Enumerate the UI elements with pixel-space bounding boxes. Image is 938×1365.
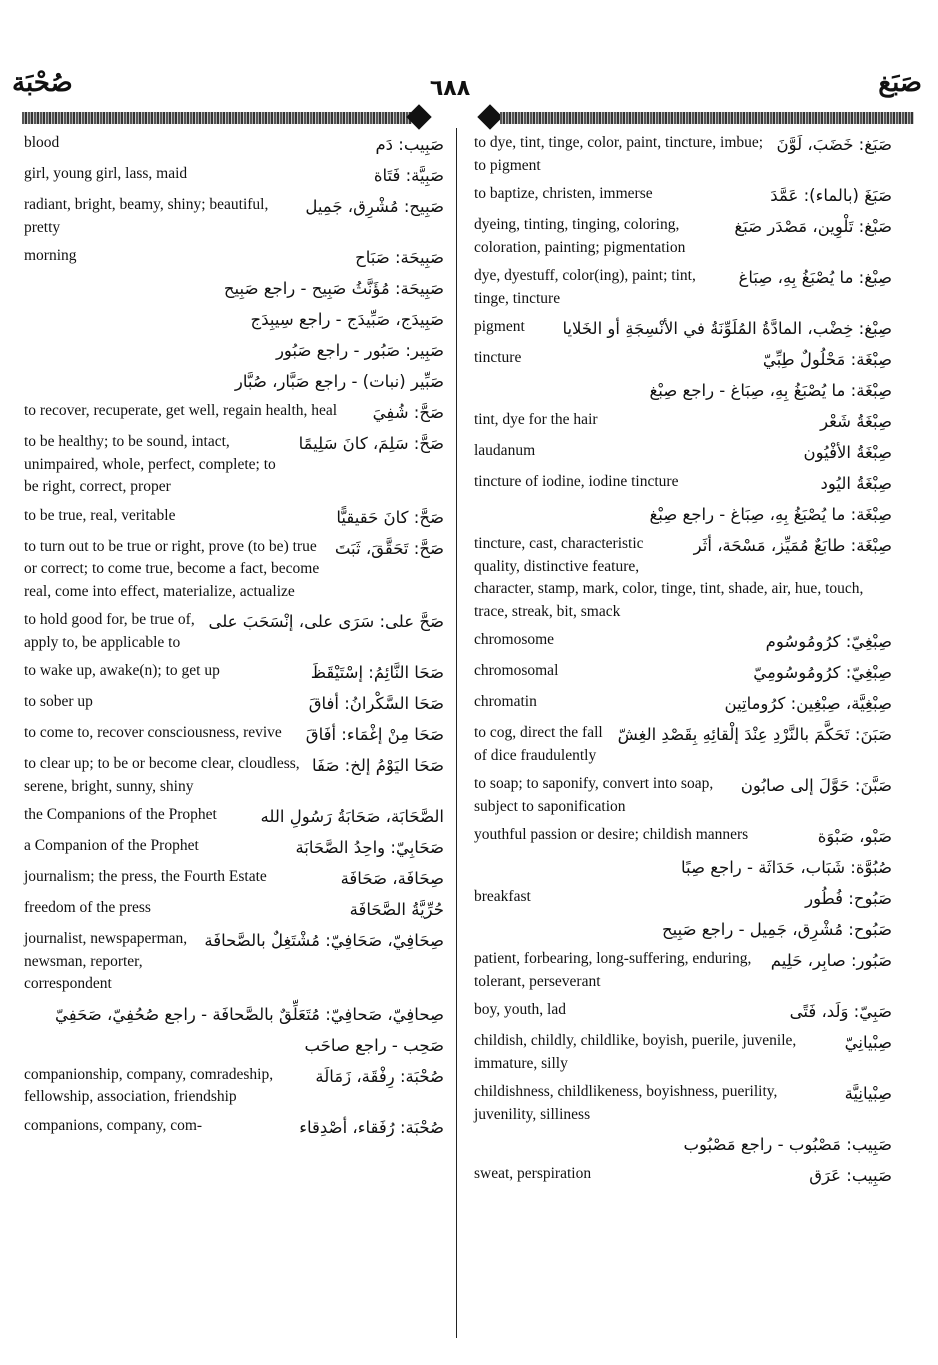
english-definition: to be healthy; to be sound, intact, unimpaired, whole, perfect, complete; to be right, correct, proper	[24, 433, 276, 495]
dictionary-entry	[474, 999, 892, 1024]
dictionary-entry	[474, 409, 892, 434]
arabic-headword: صِبْغَة: مَحْلُولٌ طِبِّيّ	[762, 350, 892, 369]
arabic-headword: صِبْيانِيّ	[844, 1033, 892, 1052]
arabic-headword: صِبْغَةُ شَعْر	[820, 412, 892, 431]
dictionary-entry	[474, 886, 892, 911]
arabic-headword: صَحَا اليَوْمُ إلخ: صَفَا	[312, 756, 444, 775]
arabic-headword: الصَّحَابَة، صَحَابَةُ رَسُولِ الله	[260, 807, 444, 826]
dictionary-entry	[24, 276, 444, 301]
arabic-headword: صَبُوح: مُشْرِق، جَمِيل - راجع صَبِيح	[661, 920, 892, 939]
english-definition: sweat, perspiration	[474, 1165, 592, 1182]
english-definition: journalism; the press, the Fourth Estate	[24, 868, 267, 885]
arabic-headword: صَحَا السَّكْرانُ: أفاقَ	[308, 694, 444, 713]
dictionary-entry	[474, 502, 892, 527]
dictionary-entry	[24, 722, 444, 747]
arabic-headword: صَبُوح: فُطُور	[805, 889, 892, 908]
english-definition: pigment	[474, 318, 525, 335]
english-definition: to cog, direct the fall of dice fraudulently	[474, 724, 603, 764]
dictionary-entry	[24, 866, 444, 891]
dictionary-entry	[24, 691, 444, 716]
dictionary-entry	[474, 533, 892, 623]
english-definition: to hold good for, be true of, apply to, be applicable to	[24, 611, 195, 651]
arabic-headword: صَبِيب: عَرَق	[809, 1166, 892, 1185]
dictionary-entry	[474, 132, 892, 177]
english-definition: chromosome	[474, 631, 555, 648]
arabic-headword: صَحَّ: كانَ حَقيقيًّا	[336, 507, 444, 527]
english-definition: tincture of iodine, iodine tincture	[474, 473, 679, 490]
arabic-headword: صَحَّ: شُفِيَ	[372, 403, 444, 422]
dictionary-entry	[24, 307, 444, 332]
dictionary-entry	[474, 378, 892, 403]
dictionary-entry	[24, 505, 444, 530]
header-rule-left	[22, 112, 412, 124]
arabic-headword: صِبْغ: خِضْب، المادَّةُ المُلَوِّنَةُ في الأنْسِجَةِ أو الخَلايا	[562, 319, 892, 338]
arabic-headword: صَبِيحَة: صَبَاح	[355, 248, 444, 267]
english-definition: childishness, childlikeness, boyishness, puerility, juvenility, silliness	[474, 1083, 778, 1123]
arabic-headword: صُبُوَّة: شَبَاب، حَدَاثَة - راجع صِبًا	[680, 858, 892, 877]
header-diamond-left	[406, 104, 431, 129]
english-definition: dye, dyestuff, color(ing), paint; tint, tinge, tincture	[474, 267, 696, 307]
dictionary-entry	[24, 431, 444, 499]
dictionary-entry	[474, 1081, 892, 1126]
arabic-headword: صِحَافِيّ، صَحَافِيّ: مُشْتَغِلٌ بالصَّحافَة	[204, 931, 444, 950]
english-definition: to soap; to saponify, convert into soap, subject to saponification	[474, 775, 714, 815]
arabic-headword: صَحَا النَّائِمُ: إسْتَيْقَظَ	[310, 663, 444, 682]
dictionary-entry	[474, 824, 892, 849]
dictionary-entry	[24, 369, 444, 394]
dictionary-entry	[474, 773, 892, 818]
english-definition: breakfast	[474, 888, 531, 905]
arabic-headword: صَبِيحَة: مُؤَنَّثُ صَبِيح - راجع صَبِيح	[223, 279, 444, 298]
english-definition: dyeing, tinting, tinging, coloring, coloration, painting; pigmentation	[474, 216, 686, 256]
english-definition: journalist, newspaperman, newsman, reporter, correspondent	[24, 930, 188, 992]
guide-word-last: صُحْبَة	[12, 68, 73, 98]
dictionary-entry	[24, 835, 444, 860]
dictionary-entry	[24, 338, 444, 363]
arabic-headword: صَبِيَّة: فَتَاة	[373, 166, 444, 185]
arabic-headword: صَبُور: صابِر، حَلِيم	[770, 951, 892, 970]
arabic-headword: صَبْغ: تَلْوِين، مَصْدَر صَبَغ	[734, 217, 892, 236]
arabic-headword: صَحَّ: سَلِمَ، كانَ سَلِيمًا	[298, 434, 444, 453]
arabic-headword: صِبْغَة: ما يُصْبَغُ بِهِ، صِبَاغ - راجع صِبْغ	[649, 505, 892, 524]
dictionary-entry	[24, 660, 444, 685]
english-definition: patient, forbearing, long-suffering, enduring, tolerant, perseverant	[474, 950, 752, 990]
dictionary-entry	[474, 471, 892, 496]
english-definition: to wake up, awake(n); to get up	[24, 662, 220, 679]
arabic-headword: صِحافِيّ، صَحافِيّ: مُتَعَلِّقٌ بالصَّحافَة - راجع صُحُفِيّ، صَحَفِيّ	[55, 1004, 444, 1024]
left-column	[24, 132, 444, 1146]
arabic-headword: صَحَّ: تَحَقَّقَ، ثَبَتَ	[334, 538, 444, 558]
english-definition: to be true, real, veritable	[24, 506, 176, 524]
arabic-headword: صَبِير: صَبُور - راجع صَبُور	[275, 341, 444, 360]
english-definition: chromosomal	[474, 662, 559, 679]
english-definition: laudanum	[474, 442, 536, 459]
arabic-headword: صَحَّ على: سَرَى على، إنْسَحَبَ على	[208, 612, 444, 631]
arabic-headword: صِحَافَة، صَحَافَة	[340, 869, 444, 888]
english-definition: companions, company, com-	[24, 1116, 203, 1134]
english-definition: youthful passion or desire; childish manners	[474, 826, 749, 843]
header-diamond-right	[477, 104, 502, 129]
arabic-headword: صَبْو، صَبْوَة	[817, 827, 892, 846]
english-definition: freedom of the press	[24, 899, 151, 916]
arabic-headword: صَبَّنَ: حَوَّلَ إلى صابُون	[740, 776, 892, 795]
arabic-headword: صَبِيب: دَم	[375, 135, 444, 154]
arabic-headword: صَبَغ: خَضَبَ، لَوَّنَ	[776, 135, 892, 154]
column-divider	[456, 128, 457, 1338]
dictionary-entry	[24, 132, 444, 157]
arabic-headword: حُرِّيَّةُ الصَّحَافَة	[349, 900, 444, 919]
dictionary-entry	[474, 722, 892, 767]
dictionary-entry	[24, 804, 444, 829]
dictionary-entry	[474, 440, 892, 465]
english-definition: to baptize, christen, immerse	[474, 185, 653, 202]
arabic-headword: صَبِيب: مَصْبُوب - راجع مَصْبُوب	[683, 1135, 892, 1154]
dictionary-entry	[474, 1132, 892, 1157]
dictionary-entry	[24, 536, 444, 604]
dictionary-entry	[24, 897, 444, 922]
dictionary-entry	[24, 1002, 444, 1027]
english-definition: tincture	[474, 349, 522, 366]
dictionary-entry	[24, 928, 444, 996]
right-column	[474, 132, 892, 1194]
arabic-headword: صَبِيدَج، صَبِّيدَج - راجع سِيبِدَج	[250, 310, 444, 329]
english-definition: tint, dye for the hair	[474, 411, 598, 428]
guide-word-first: صَبَغ	[878, 68, 922, 98]
arabic-headword: صِبْيانِيَّة	[844, 1084, 892, 1103]
arabic-headword: صَبَغَ (بالماء): عَمَّدَ	[770, 186, 892, 205]
dictionary-entry	[24, 1115, 444, 1140]
dictionary-entry	[24, 1064, 444, 1109]
dictionary-entry	[474, 1030, 892, 1075]
english-definition: to come to, recover consciousness, revive	[24, 724, 282, 741]
english-definition: morning	[24, 247, 77, 264]
dictionary-entry	[474, 214, 892, 259]
arabic-headword: صَحَا مِنْ إغْمَاء: أفَاقَ	[305, 725, 444, 744]
dictionary-entry	[474, 629, 892, 654]
dictionary-entry	[24, 400, 444, 425]
page-number: ٦٨٨	[429, 76, 471, 101]
arabic-headword: صِبْغَة: طابَعٌ مُمَيِّز، مَسْحَة، أثَر	[693, 536, 892, 555]
arabic-headword: صِبْغِيَّة، صِبْغِين: كرُوماتِين	[724, 694, 892, 713]
english-definition: girl, young girl, lass, maid	[24, 165, 188, 182]
english-definition: to recover, recuperate, get well, regain health, heal	[24, 402, 338, 419]
dictionary-entry	[474, 316, 892, 341]
arabic-headword: صُحْبَة: رِفْقَة، زَمَالَة	[315, 1066, 444, 1086]
english-definition: boy, youth, lad	[474, 1001, 566, 1018]
dictionary-entry	[24, 753, 444, 798]
dictionary-entry	[474, 183, 892, 208]
english-definition: tincture, cast, characteristic quality, distinctive feature, character, stamp, mark, color, tinge, tint, shade, air, hue, touch, trace, streak, bit, smack	[474, 535, 864, 620]
dictionary-entry	[474, 265, 892, 310]
dictionary-entry	[474, 855, 892, 880]
arabic-headword: صِبْغِيّ: كرُومُوسُومِيّ	[753, 663, 892, 682]
arabic-headword: صِبْغ: ما يُصْبَغُ بِهِ، صِبَاغ	[738, 268, 892, 287]
english-definition: blood	[24, 134, 60, 151]
dictionary-entry	[474, 917, 892, 942]
arabic-headword: صَبِّير (نبات) - راجع صَبَّار، صُبَّار	[234, 372, 444, 391]
arabic-headword: صَبِيح: مُشْرِق، جَمِيل	[305, 197, 444, 216]
dictionary-entry	[474, 1163, 892, 1188]
arabic-headword: صَبِيّ: وَلَد، فَتًى	[789, 1002, 892, 1021]
english-definition: radiant, bright, beamy, shiny; beautiful, pretty	[24, 196, 269, 236]
arabic-headword: صَبَنَ: تَحَكَّمَ بالنَّرْدِ عِنْدَ إلْقائِهِ بِقَصْدِ الغِشّ	[617, 725, 892, 744]
english-definition: chromatin	[474, 693, 537, 710]
arabic-headword: صَحِب - راجع صاحَب	[304, 1035, 444, 1055]
arabic-headword: صِبْغَةُ الأفْيُون	[803, 443, 892, 462]
dictionary-entry	[24, 163, 444, 188]
english-definition: companionship, company, comradeship, fellowship, association, friendship	[24, 1065, 274, 1105]
english-definition: a Companion of the Prophet	[24, 837, 199, 854]
arabic-headword: صِبْغِيّ: كرُومُوسُوم	[765, 632, 892, 651]
dictionary-entry	[474, 347, 892, 372]
dictionary-entry	[24, 609, 444, 654]
dictionary-entry	[474, 660, 892, 685]
dictionary-entry	[24, 1033, 444, 1058]
header-rule-right	[500, 112, 914, 124]
arabic-headword: صَحَابِيّ: واحِدُ الصَّحَابَة	[295, 838, 444, 857]
arabic-headword: صِبْغَة: ما يُصْبَغُ بِهِ، صِبَاغ - راجع صِبْغ	[649, 381, 892, 400]
dictionary-entry	[474, 691, 892, 716]
english-definition: to clear up; to be or become clear, cloudless, serene, bright, sunny, shiny	[24, 755, 300, 795]
dictionary-entry	[474, 948, 892, 993]
arabic-headword: صُحْبَة: رُفَقاء، أصْدِقاء	[299, 1117, 444, 1137]
english-definition: to turn out to be true or right, prove (to be) true or correct; to come true, become a fact, become real, come into effect, materialize, actualize	[24, 537, 320, 600]
english-definition: to dye, tint, tinge, color, paint, tincture, imbue; to pigment	[474, 134, 764, 174]
arabic-headword: صِبْغَةُ اليُود	[820, 474, 892, 493]
dictionary-entry	[24, 194, 444, 239]
english-definition: to sober up	[24, 693, 93, 710]
english-definition: childish, childly, childlike, boyish, puerile, juvenile, immature, silly	[474, 1032, 797, 1072]
page-header	[0, 0, 938, 130]
english-definition: the Companions of the Prophet	[24, 806, 217, 823]
dictionary-entry	[24, 245, 444, 270]
